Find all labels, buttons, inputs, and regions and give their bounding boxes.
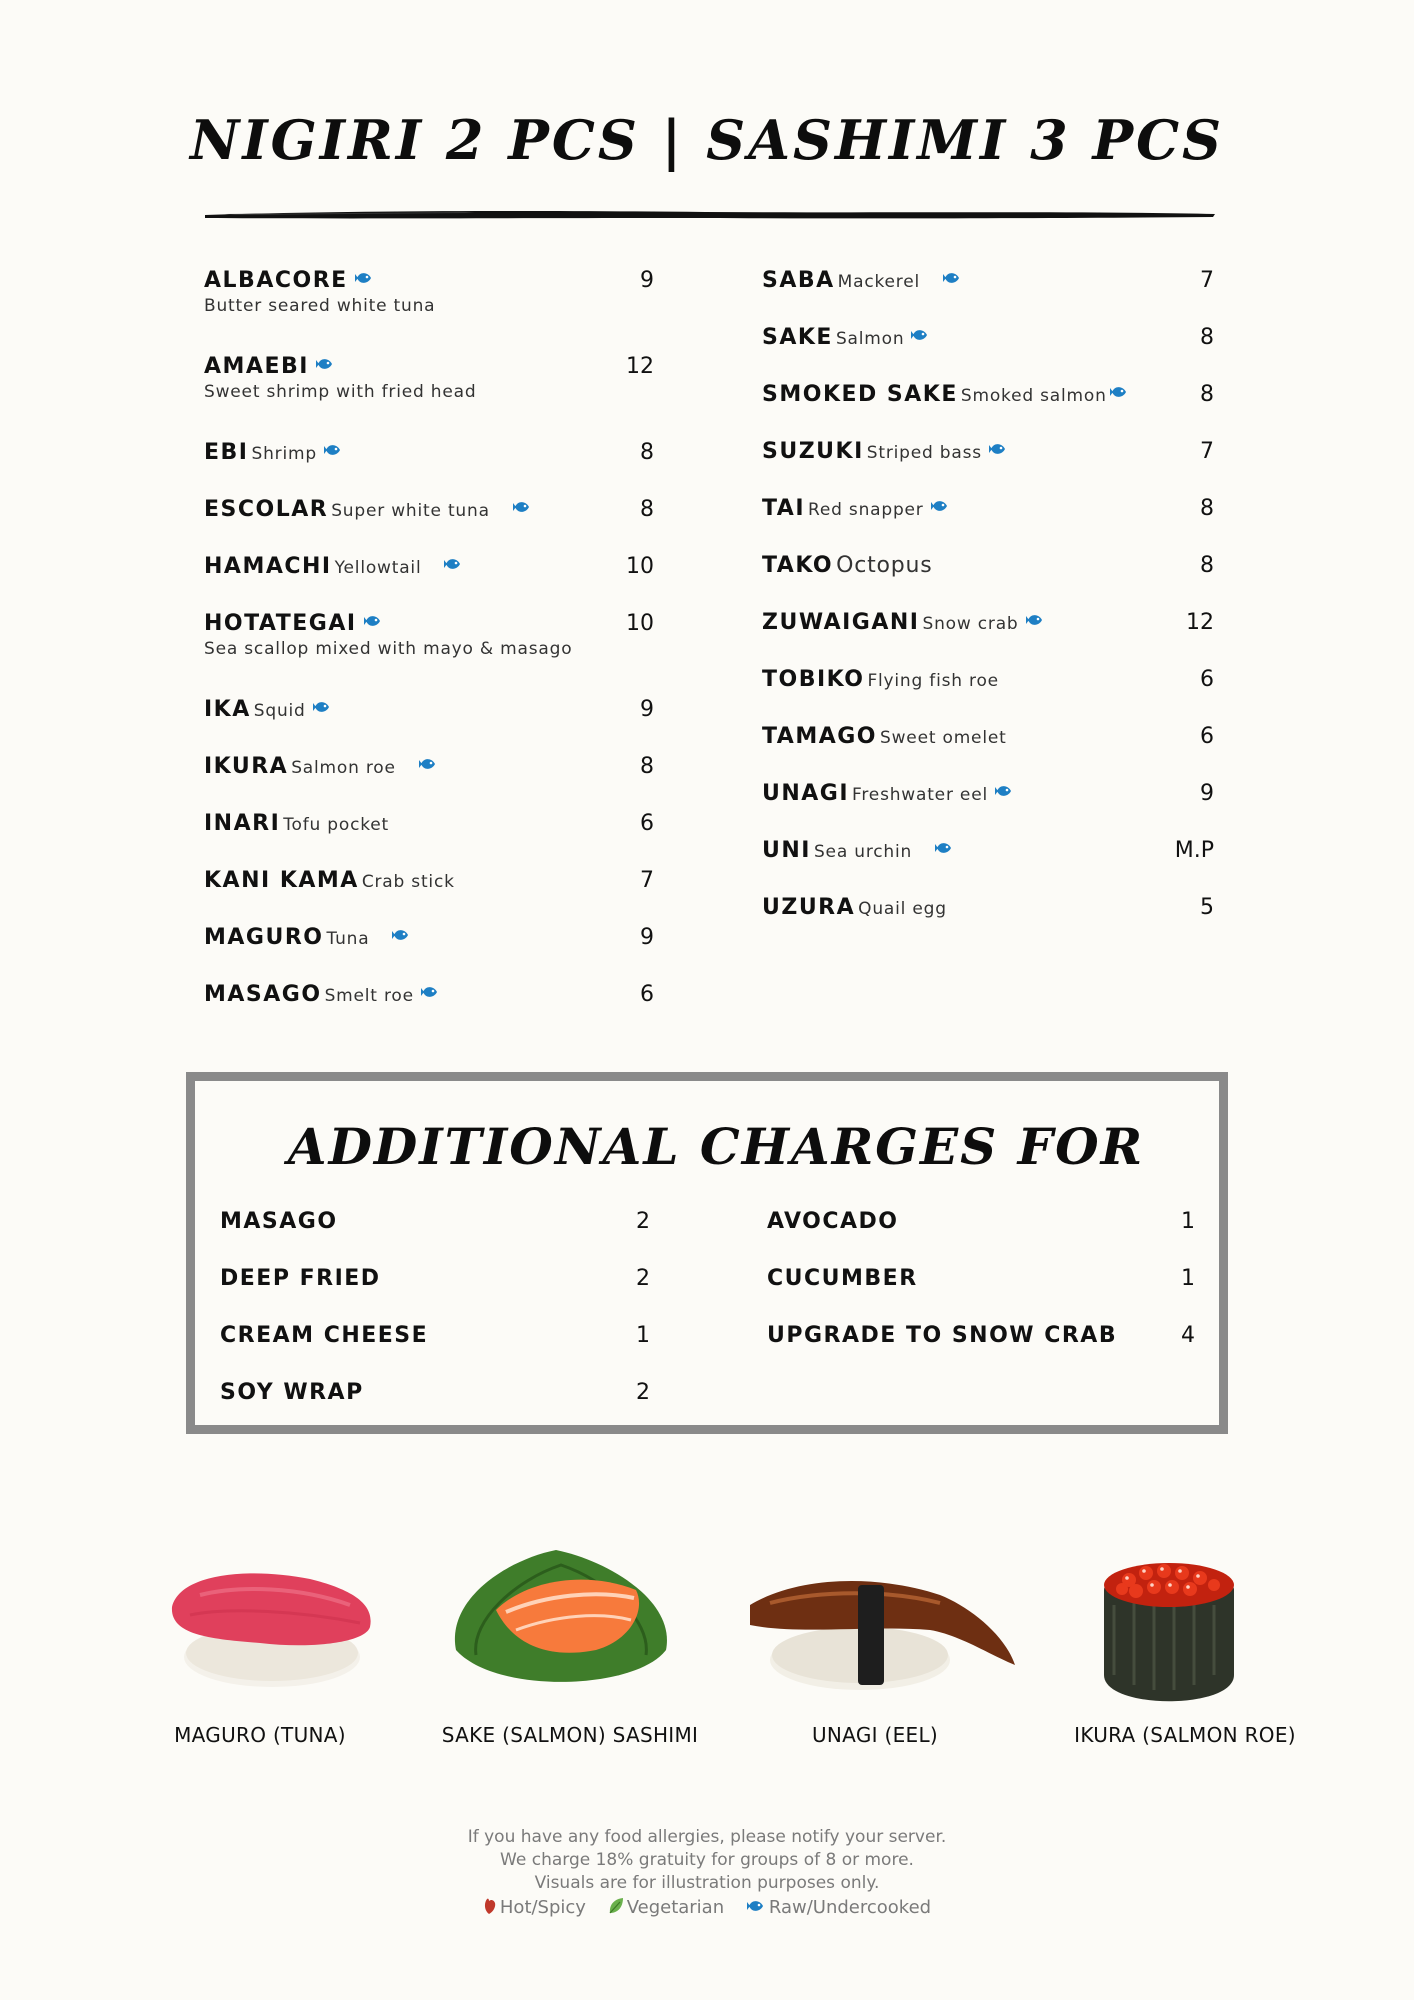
item-subtitle: Tofu pocket <box>283 815 390 835</box>
item-subtitle: Smoked salmon <box>960 386 1107 406</box>
unagi-nigiri-photo <box>740 1545 1020 1695</box>
charge-price: 4 <box>1181 1323 1195 1348</box>
menu-item <box>204 919 654 976</box>
menu-item <box>762 376 1214 433</box>
item-name: TAI <box>762 496 806 521</box>
item-name: SABA <box>762 268 835 293</box>
item-name: SUZUKI <box>762 439 864 464</box>
item-price: 6 <box>640 811 654 836</box>
item-subtitle: Smelt roe <box>324 986 414 1006</box>
item-price: 10 <box>626 611 654 636</box>
charge-item <box>767 1321 1195 1378</box>
charge-price: 2 <box>636 1209 650 1234</box>
raw-fish-icon <box>391 927 411 947</box>
item-price: 7 <box>1200 268 1214 293</box>
item-name: INARI <box>204 811 281 836</box>
leaf-icon <box>608 1897 624 1915</box>
item-price: 8 <box>640 497 654 522</box>
item-description: Sweet shrimp with fried head <box>204 382 477 402</box>
brush-stroke-divider <box>205 206 1215 222</box>
raw-fish-icon <box>942 270 962 290</box>
charge-item <box>220 1321 650 1378</box>
raw-fish-icon <box>363 613 383 633</box>
footer-notes <box>0 1826 1414 1895</box>
item-price: 7 <box>640 868 654 893</box>
menu-column-right <box>762 262 1214 946</box>
menu-item <box>762 889 1214 946</box>
item-price: 12 <box>1186 610 1214 635</box>
item-name: IKURA <box>204 754 289 779</box>
additional-charges-box <box>186 1072 1228 1434</box>
charge-name: CREAM CHEESE <box>220 1323 429 1348</box>
item-name: ALBACORE <box>204 268 348 293</box>
item-subtitle: Snow crab <box>922 614 1019 634</box>
item-subtitle: Quail egg <box>858 899 947 919</box>
item-name: SAKE <box>762 325 833 350</box>
menu-item <box>204 348 654 434</box>
charge-name: MASAGO <box>220 1209 338 1234</box>
charge-price: 1 <box>636 1323 650 1348</box>
item-price: 9 <box>640 268 654 293</box>
item-price: 6 <box>1200 724 1214 749</box>
raw-fish-icon <box>312 699 332 719</box>
item-subtitle: Striped bass <box>866 443 982 463</box>
menu-item <box>204 262 654 348</box>
menu-item <box>204 491 654 548</box>
item-name: UNI <box>762 838 811 863</box>
item-name: HAMACHI <box>204 554 332 579</box>
raw-fish-icon <box>994 783 1014 803</box>
raw-fish-icon <box>315 356 335 376</box>
item-price: 9 <box>640 925 654 950</box>
photo-caption: SAKE (SALMON) SASHIMI <box>441 1723 699 1747</box>
raw-fish-icon <box>418 756 438 776</box>
item-price: 8 <box>1200 325 1214 350</box>
item-price: 7 <box>1200 439 1214 464</box>
item-subtitle: Salmon <box>835 329 905 349</box>
legend-spicy-label: Hot/Spicy <box>499 1897 586 1918</box>
legend-vegetarian <box>608 1897 724 1918</box>
item-name: UNAGI <box>762 781 850 806</box>
item-price: 8 <box>1200 496 1214 521</box>
maguro-nigiri-photo <box>160 1545 380 1695</box>
item-subtitle: Sea urchin <box>813 842 913 862</box>
charge-name: DEEP FRIED <box>220 1266 381 1291</box>
item-name: HOTATEGAI <box>204 611 357 636</box>
item-price: 8 <box>1200 553 1214 578</box>
charge-price: 1 <box>1181 1266 1195 1291</box>
item-name: TAKO <box>762 553 834 578</box>
menu-item <box>204 805 654 862</box>
item-subtitle: Super white tuna <box>331 501 490 521</box>
item-name: AMAEBI <box>204 354 309 379</box>
legend-vegetarian-label: Vegetarian <box>626 1897 725 1918</box>
menu-item <box>762 490 1214 547</box>
menu-item <box>762 547 1214 604</box>
item-subtitle: Octopus <box>836 553 933 578</box>
item-price: 8 <box>640 440 654 465</box>
item-name: TAMAGO <box>762 724 878 749</box>
item-name: SMOKED SAKE <box>762 382 958 407</box>
item-subtitle: Flying fish roe <box>867 671 999 691</box>
menu-column-left <box>204 262 654 1033</box>
raw-fish-icon <box>1109 384 1129 404</box>
raw-fish-icon <box>443 556 463 576</box>
charge-price: 2 <box>636 1380 650 1405</box>
menu-item <box>762 433 1214 490</box>
raw-fish-icon <box>512 499 532 519</box>
item-subtitle: Yellowtail <box>334 558 422 578</box>
legend-raw <box>746 1897 931 1918</box>
item-name: MAGURO <box>204 925 324 950</box>
item-name: EBI <box>204 440 249 465</box>
item-price: 12 <box>626 354 654 379</box>
menu-item <box>204 862 654 919</box>
charge-name: CUCUMBER <box>767 1266 918 1291</box>
photo-caption: MAGURO (TUNA) <box>174 1723 346 1747</box>
raw-fish-icon <box>323 442 343 462</box>
item-subtitle: Shrimp <box>251 444 317 464</box>
item-name: ZUWAIGANI <box>762 610 920 635</box>
menu-item <box>204 691 654 748</box>
item-description: Sea scallop mixed with mayo & masago <box>204 639 573 659</box>
charge-name: AVOCADO <box>767 1209 899 1234</box>
item-name: TOBIKO <box>762 667 865 692</box>
legend-raw-label: Raw/Undercooked <box>768 1897 932 1918</box>
menu-item <box>204 548 654 605</box>
item-subtitle: Mackerel <box>837 272 920 292</box>
item-subtitle: Crab stick <box>361 872 455 892</box>
charge-item <box>220 1207 650 1264</box>
menu-item <box>762 262 1214 319</box>
menu-item <box>204 748 654 805</box>
item-subtitle: Sweet omelet <box>880 728 1007 748</box>
charge-name: SOY WRAP <box>220 1380 364 1405</box>
charge-item <box>767 1264 1195 1321</box>
menu-item <box>762 661 1214 718</box>
item-subtitle: Squid <box>253 701 306 721</box>
footer-line: Visuals are for illustration purposes only. <box>534 1873 880 1893</box>
raw-fish-icon <box>930 498 950 518</box>
item-price: 8 <box>640 754 654 779</box>
item-price: 10 <box>626 554 654 579</box>
raw-fish-icon <box>420 984 440 1004</box>
charge-item <box>220 1264 650 1321</box>
item-description: Butter seared white tuna <box>204 296 436 316</box>
item-price: 9 <box>640 697 654 722</box>
ikura-gunkan-photo <box>1094 1545 1244 1715</box>
item-subtitle: Tuna <box>326 929 370 949</box>
item-name: IKA <box>204 697 251 722</box>
charges-column-left <box>220 1207 650 1435</box>
photo-caption: IKURA (SALMON ROE) <box>1074 1723 1296 1747</box>
menu-item <box>204 976 654 1033</box>
item-price: 6 <box>1200 667 1214 692</box>
footer-line: If you have any food allergies, please notify your server. <box>467 1827 947 1847</box>
raw-fish-icon <box>746 1898 766 1914</box>
menu-item <box>762 319 1214 376</box>
item-price: M.P <box>1174 838 1214 863</box>
charge-item <box>767 1207 1195 1264</box>
photo-caption: UNAGI (EEL) <box>811 1723 938 1747</box>
item-subtitle: Salmon roe <box>291 758 396 778</box>
charge-price: 1 <box>1181 1209 1195 1234</box>
menu-item <box>762 775 1214 832</box>
footer-line: We charge 18% gratuity for groups of 8 or more. <box>500 1850 914 1870</box>
item-price: 8 <box>1200 382 1214 407</box>
item-subtitle: Red snapper <box>808 500 924 520</box>
charge-name: UPGRADE TO SNOW CRAB <box>767 1323 1118 1348</box>
item-name: ESCOLAR <box>204 497 329 522</box>
charge-price: 2 <box>636 1266 650 1291</box>
chili-icon <box>483 1897 497 1915</box>
item-name: MASAGO <box>204 982 322 1007</box>
menu-item <box>762 604 1214 661</box>
menu-item <box>204 434 654 491</box>
item-subtitle: Freshwater eel <box>852 785 988 805</box>
legend-spicy <box>483 1897 586 1918</box>
raw-fish-icon <box>988 441 1008 461</box>
raw-fish-icon <box>934 840 954 860</box>
menu-item <box>762 832 1214 889</box>
raw-fish-icon <box>1025 612 1045 632</box>
item-price: 5 <box>1200 895 1214 920</box>
item-name: UZURA <box>762 895 856 920</box>
charge-item <box>220 1378 650 1435</box>
charges-column-right <box>767 1207 1195 1378</box>
icon-legend <box>0 1897 1414 1918</box>
additional-charges-title: ADDITIONAL CHARGES FOR <box>287 1117 1145 1176</box>
item-price: 9 <box>1200 781 1214 806</box>
raw-fish-icon <box>910 327 930 347</box>
item-price: 6 <box>640 982 654 1007</box>
raw-fish-icon <box>354 270 374 290</box>
item-name: KANI KAMA <box>204 868 359 893</box>
sake-sashimi-photo <box>436 1540 686 1700</box>
menu-title: NIGIRI 2 PCS | SASHIMI 3 PCS <box>189 108 1225 172</box>
menu-item <box>204 605 654 691</box>
menu-item <box>762 718 1214 775</box>
